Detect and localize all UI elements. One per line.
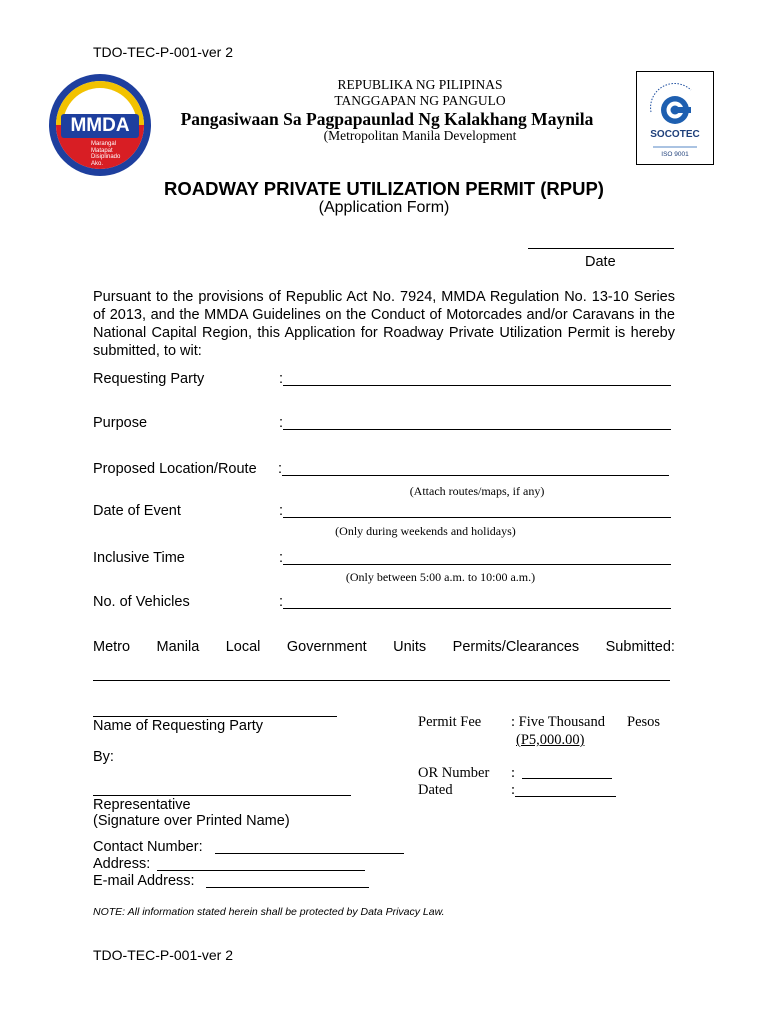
form-subtitle: (Application Form): [318, 199, 450, 216]
permit-fee-label: Permit Fee: [418, 714, 482, 730]
privacy-note: NOTE: All information stated herein shall be protected by Data Privacy Law.: [93, 906, 445, 918]
purpose-label: Purpose: [93, 415, 148, 431]
representative-label: Representative: [93, 797, 191, 813]
header-agency-english: (Metropolitan Manila Development: [323, 128, 517, 143]
dated-label: Dated: [418, 782, 453, 798]
logo-motto: Marangal Matapat Disiplinado Ako.: [91, 141, 121, 167]
dated-colon: :: [511, 782, 516, 798]
socotec-certification-badge: [636, 71, 714, 165]
date-of-event-note: (Only during weekends and holidays): [335, 524, 516, 538]
contact-number-field[interactable]: [215, 853, 404, 854]
or-number-label: OR Number: [418, 765, 490, 781]
dated-field[interactable]: [515, 796, 616, 797]
date-of-event-field[interactable]: [283, 517, 671, 518]
requesting-party-name-line[interactable]: [93, 716, 337, 717]
colon: :: [279, 415, 284, 431]
colon: :: [279, 503, 284, 519]
lgu-permits-field[interactable]: [93, 680, 670, 681]
header-republic: REPUBLIKA NG PILIPINAS: [337, 77, 503, 92]
form-title: ROADWAY PRIVATE UTILIZATION PERMIT (RPUP): [164, 178, 604, 199]
vehicles-field[interactable]: [283, 608, 671, 609]
permit-fee-amount: (P5,000.00): [516, 732, 585, 748]
document-code-bottom: TDO-TEC-P-001-ver 2: [93, 947, 234, 963]
by-label: By:: [93, 749, 114, 765]
purpose-field[interactable]: [283, 429, 671, 430]
contact-number-label: Contact Number:: [93, 839, 203, 855]
or-number-colon: :: [511, 765, 516, 781]
email-label: E-mail Address:: [93, 873, 195, 889]
lgu-permits-label: Metro Manila Local Government Units Permits/Clearances Submitted:: [93, 639, 675, 655]
colon: :: [279, 371, 284, 387]
requesting-party-name-label: Name of Requesting Party: [93, 718, 264, 734]
colon: :: [279, 550, 284, 566]
header-office: TANGGAPAN NG PANGULO: [334, 93, 506, 108]
colon: :: [278, 461, 283, 477]
mmda-logo: [47, 72, 153, 178]
date-of-event-label: Date of Event: [93, 503, 181, 519]
inclusive-time-note: (Only between 5:00 a.m. to 10:00 a.m.): [345, 570, 536, 584]
address-field[interactable]: [157, 870, 365, 871]
date-line[interactable]: [528, 248, 674, 249]
header-agency: Pangasiwaan Sa Pagpapaunlad Ng Kalakhang Maynila: [180, 109, 594, 129]
requesting-party-field[interactable]: [283, 385, 671, 386]
representative-signature-line[interactable]: [93, 795, 351, 796]
location-note: (Attach routes/maps, if any): [409, 484, 545, 498]
inclusive-time-label: Inclusive Time: [93, 550, 185, 566]
location-label: Proposed Location/Route: [93, 461, 257, 477]
vehicles-label: No. of Vehicles: [93, 594, 190, 610]
representative-subtext: (Signature over Printed Name): [93, 813, 290, 829]
socotec-iso: ISO 9001: [661, 151, 689, 158]
date-label: Date: [585, 254, 616, 270]
email-field[interactable]: [206, 887, 369, 888]
logo-text: MMDA: [70, 115, 130, 136]
document-code-top: TDO-TEC-P-001-ver 2: [93, 44, 234, 60]
or-number-field[interactable]: [522, 778, 612, 779]
permit-fee-value: : Five Thousand: [511, 714, 605, 730]
location-field[interactable]: [282, 475, 669, 476]
colon: :: [279, 594, 284, 610]
address-label: Address:: [93, 856, 151, 872]
requesting-party-label: Requesting Party: [93, 371, 205, 387]
socotec-name: SOCOTEC: [650, 129, 700, 140]
intro-paragraph: Pursuant to the provisions of Republic Act No. 7924, MMDA Regulation No. 13-10 Series of 2013, and the MMDA Guidelines on the Conduct of Motorcades and/or Caravans in the National Capital Region, this Application for Roadway Private Utilization Permit is hereby submitted, to wit:: [93, 289, 675, 359]
permit-fee-pesos: Pesos: [627, 714, 661, 730]
inclusive-time-field[interactable]: [283, 564, 671, 565]
